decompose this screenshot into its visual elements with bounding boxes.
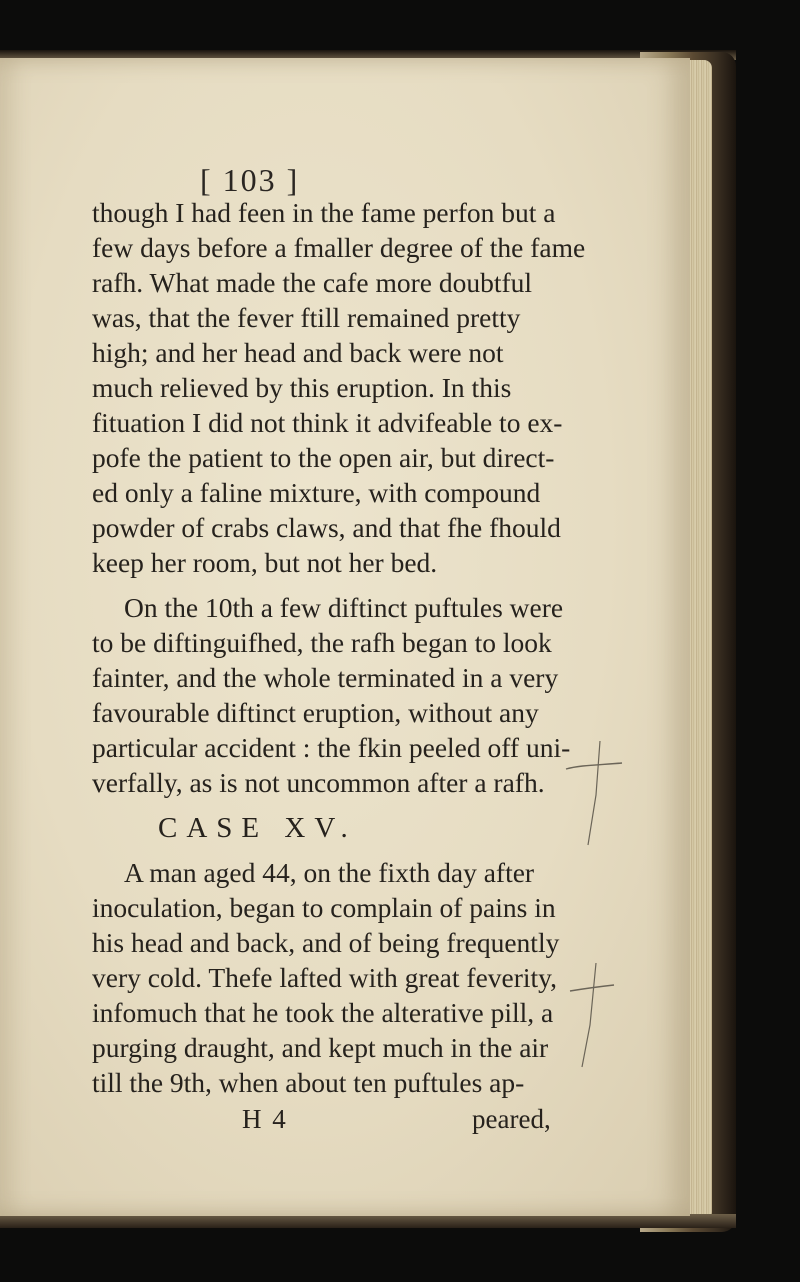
- text-line: very cold. Thefe lafted with great feverity,: [92, 962, 558, 993]
- page-header: [ 103 ]: [200, 162, 300, 198]
- text-line: to be diftinguifhed, the rafh began to look: [92, 627, 552, 658]
- text-line: fituation I did not think it advifeable to ex-: [92, 407, 563, 438]
- text-line: ed only a faline mixture, with compound: [92, 477, 541, 508]
- text-line: was, that the fever ftill remained pretty: [92, 302, 521, 333]
- text-line: verfally, as is not uncommon after a rafh.: [92, 767, 545, 798]
- catchword: peared,: [472, 1104, 551, 1134]
- text-line: infomuch that he took the alterative pill, a: [92, 997, 554, 1028]
- signature-mark: H 4: [242, 1104, 288, 1134]
- text-line: rafh. What made the cafe more doubtful: [92, 267, 533, 298]
- book-bottom-edge: [0, 1214, 736, 1228]
- text-line: keep her room, but not her bed.: [92, 547, 438, 578]
- text-line: particular accident : the fkin peeled off uni-: [92, 732, 571, 763]
- text-line: fainter, and the whole terminated in a very: [92, 662, 559, 693]
- text-line: inoculation, began to complain of pains in: [92, 892, 556, 923]
- text-line: favourable diftinct eruption, without any: [92, 697, 539, 728]
- pencil-mark-icon: [560, 955, 630, 1075]
- text-line: though I had feen in the fame perfon but a: [92, 197, 556, 228]
- text-line: till the 9th, when about ten puftules ap-: [92, 1067, 525, 1098]
- text-line: his head and back, and of being frequently: [92, 927, 560, 958]
- pencil-mark-icon: [560, 735, 640, 875]
- text-line: On the 10th a few diftinct puftules were: [124, 592, 564, 623]
- text-line: pofe the patient to the open air, but direct-: [92, 442, 555, 473]
- case-heading: CASE XV.: [158, 812, 357, 844]
- text-line: high; and her head and back were not: [92, 337, 504, 368]
- text-line: much relieved by this eruption. In this: [92, 372, 512, 403]
- text-line: few days before a fmaller degree of the fame: [92, 232, 586, 263]
- text-line: purging draught, and kept much in the air: [92, 1032, 549, 1063]
- text-line: powder of crabs claws, and that fhe fhould: [92, 512, 561, 543]
- text-line: A man aged 44, on the fixth day after: [124, 857, 535, 888]
